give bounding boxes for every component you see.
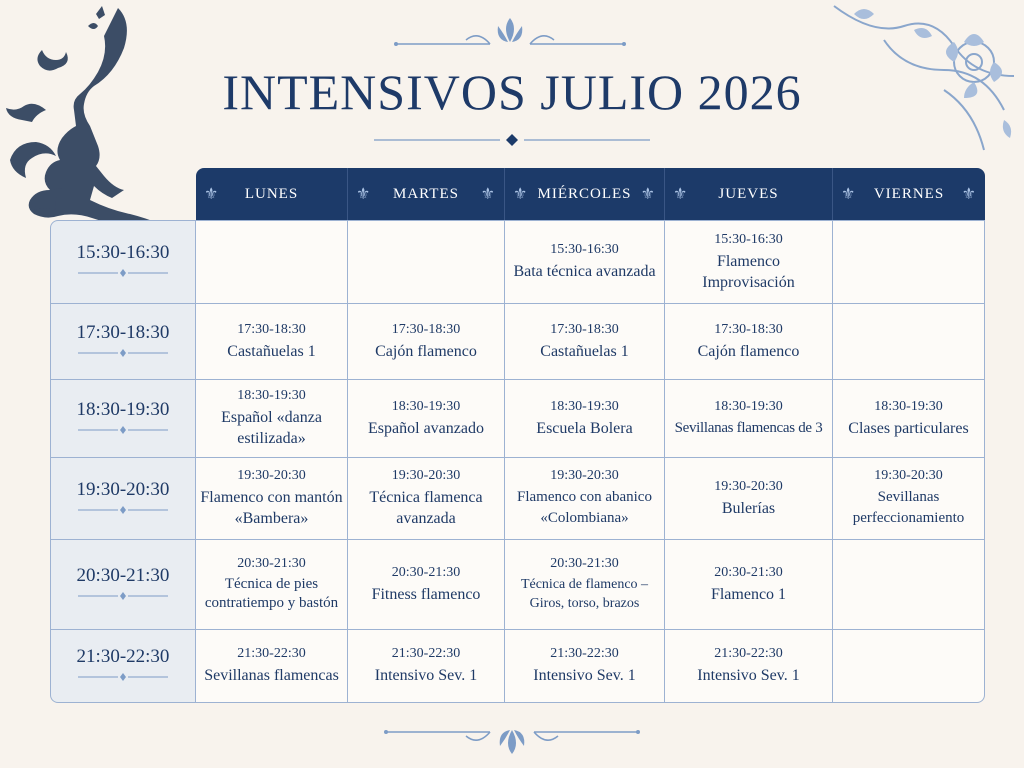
rule-ornament: [78, 591, 168, 601]
class-time: 19:30-20:30: [391, 468, 461, 483]
fleur-de-lis-icon: ⚜: [204, 186, 220, 203]
time-slot-label: 20:30-21:30: [50, 540, 196, 630]
class-name: Cajón flamenco: [375, 342, 477, 360]
class-name: Técnica de flamenco – Giros, torso, brazos: [520, 577, 649, 611]
day-header-viernes: ⚜ VIERNES ⚜: [833, 168, 985, 220]
schedule-cell: [196, 458, 348, 540]
class-time: 20:30-21:30: [714, 564, 783, 580]
class-time: 21:30-22:30: [714, 646, 783, 661]
class-time: 18:30-19:30: [874, 398, 943, 414]
table-row: [50, 380, 985, 458]
class-name: Bulerías: [721, 499, 776, 517]
class-name: Español avanzado: [368, 419, 484, 437]
title-divider: [370, 130, 654, 150]
time-slot-label: 19:30-20:30: [50, 458, 196, 540]
class-time: 17:30-18:30: [714, 321, 783, 337]
table-row: [50, 220, 985, 304]
class-name: Sevillanas perfeccionamiento: [852, 489, 965, 526]
class-time: 18:30-19:30: [237, 388, 306, 403]
fleur-de-lis-icon: ⚜: [841, 186, 857, 203]
table-row: [50, 540, 985, 630]
schedule-cell: [833, 220, 985, 304]
table-row: [50, 458, 985, 540]
day-header-martes: ⚜ MARTES ⚜: [348, 168, 505, 220]
class-time: 18:30-19:30: [714, 398, 783, 414]
class-name: Técnica de pies contratiempo y bastón: [204, 576, 339, 611]
rule-ornament: [78, 268, 168, 278]
schedule-cell: [833, 630, 985, 703]
fleur-de-lis-icon: ⚜: [480, 186, 496, 203]
rule-ornament: [78, 505, 168, 515]
day-header-jueves: ⚜ JUEVES: [665, 168, 833, 220]
schedule-cell: [196, 380, 348, 458]
class-name: Técnica flamenca avanzada: [369, 489, 483, 527]
class-time: 20:30-21:30: [391, 564, 461, 580]
schedule-cell: [505, 220, 665, 304]
class-name: Flamenco Improvisación: [702, 252, 795, 291]
schedule-cell: [348, 380, 505, 458]
class-time: 17:30-18:30: [237, 321, 306, 337]
fleur-de-lis-icon: ⚜: [513, 186, 529, 203]
schedule-cell: [665, 304, 833, 380]
schedule-cell: [196, 220, 348, 304]
day-header-row: [50, 168, 985, 220]
table-row: [50, 630, 985, 703]
class-name: Bata técnica avanzada: [513, 263, 656, 280]
schedule-cell: [665, 458, 833, 540]
schedule-cell: [196, 304, 348, 380]
schedule-cell: [833, 458, 985, 540]
time-slot-label: 15:30-16:30: [50, 220, 196, 304]
schedule-cell: [196, 540, 348, 630]
class-name: Flamenco con mantón «Bambera»: [200, 489, 343, 527]
fleur-de-lis-icon: ⚜: [961, 186, 977, 203]
schedule-cell: [833, 380, 985, 458]
class-name: Escuela Bolera: [536, 419, 633, 437]
rule-ornament: [78, 348, 168, 358]
class-time: 18:30-19:30: [550, 398, 619, 414]
class-name: Sevillanas flamencas de 3: [674, 419, 823, 436]
class-time: 19:30-20:30: [714, 478, 783, 494]
schedule-cell: [348, 304, 505, 380]
class-name: Cajón flamenco: [697, 342, 800, 360]
schedule-cell: [665, 540, 833, 630]
fleur-de-lis-icon: ⚜: [356, 186, 372, 203]
schedule-cell: [348, 458, 505, 540]
time-slot-label: 17:30-18:30: [50, 304, 196, 380]
schedule-cell: [505, 630, 665, 703]
fleur-de-lis-icon: ⚜: [640, 186, 656, 203]
schedule-cell: [348, 220, 505, 304]
class-time: 19:30-20:30: [874, 468, 943, 483]
table-row: [50, 304, 985, 380]
rule-ornament: [78, 672, 168, 682]
class-time: 18:30-19:30: [391, 398, 461, 414]
class-time: 19:30-20:30: [550, 468, 619, 483]
class-time: 19:30-20:30: [237, 468, 306, 483]
schedule-cell: [348, 540, 505, 630]
rule-ornament: [78, 425, 168, 435]
class-name: Fitness flamenco: [371, 585, 481, 603]
class-time: 21:30-22:30: [237, 646, 306, 661]
class-time: 17:30-18:30: [550, 321, 619, 337]
time-slot-label: 18:30-19:30: [50, 380, 196, 458]
schedule-cell: [665, 220, 833, 304]
time-slot-label: 21:30-22:30: [50, 630, 196, 703]
class-time: 20:30-21:30: [550, 556, 619, 571]
schedule-cell: [505, 304, 665, 380]
day-header-lunes: ⚜ LUNES: [196, 168, 348, 220]
schedule-cell: [348, 630, 505, 703]
schedule-cell: [505, 458, 665, 540]
class-name: Sevillanas flamencas: [204, 667, 339, 684]
scroll-ornament-divider: [390, 14, 630, 54]
class-time: 17:30-18:30: [391, 321, 461, 337]
class-name: Flamenco con abanico «Colombiana»: [517, 489, 652, 526]
class-time: 21:30-22:30: [550, 646, 619, 661]
scroll-ornament-divider: [380, 718, 644, 758]
schedule-cell: [196, 630, 348, 703]
class-name: Castañuelas 1: [540, 342, 629, 360]
class-name: Intensivo Sev. 1: [533, 667, 636, 684]
schedule-cell: [833, 540, 985, 630]
class-name: Castañuelas 1: [227, 342, 316, 360]
class-name: Clases particulares: [848, 419, 969, 437]
day-header-miercoles: ⚜ MIÉRCOLES ⚜: [505, 168, 665, 220]
header-corner: [50, 168, 196, 220]
class-name: Español «danza estilizada»: [221, 409, 322, 447]
class-time: 21:30-22:30: [391, 646, 461, 661]
schedule-cell: [665, 630, 833, 703]
class-time: 15:30-16:30: [550, 242, 619, 257]
class-time: 20:30-21:30: [237, 556, 306, 571]
schedule-cell: [505, 540, 665, 630]
page-title: INTENSIVOS JULIO 2026: [222, 64, 802, 120]
class-time: 15:30-16:30: [714, 231, 783, 247]
fleur-de-lis-icon: ⚜: [673, 186, 689, 203]
class-name: Flamenco 1: [710, 585, 787, 603]
schedule-cell: [665, 380, 833, 458]
schedule-cell: [833, 304, 985, 380]
schedule-table: [50, 168, 985, 704]
schedule-cell: [505, 380, 665, 458]
class-name: Intensivo Sev. 1: [374, 667, 478, 684]
class-name: Intensivo Sev. 1: [697, 667, 800, 684]
